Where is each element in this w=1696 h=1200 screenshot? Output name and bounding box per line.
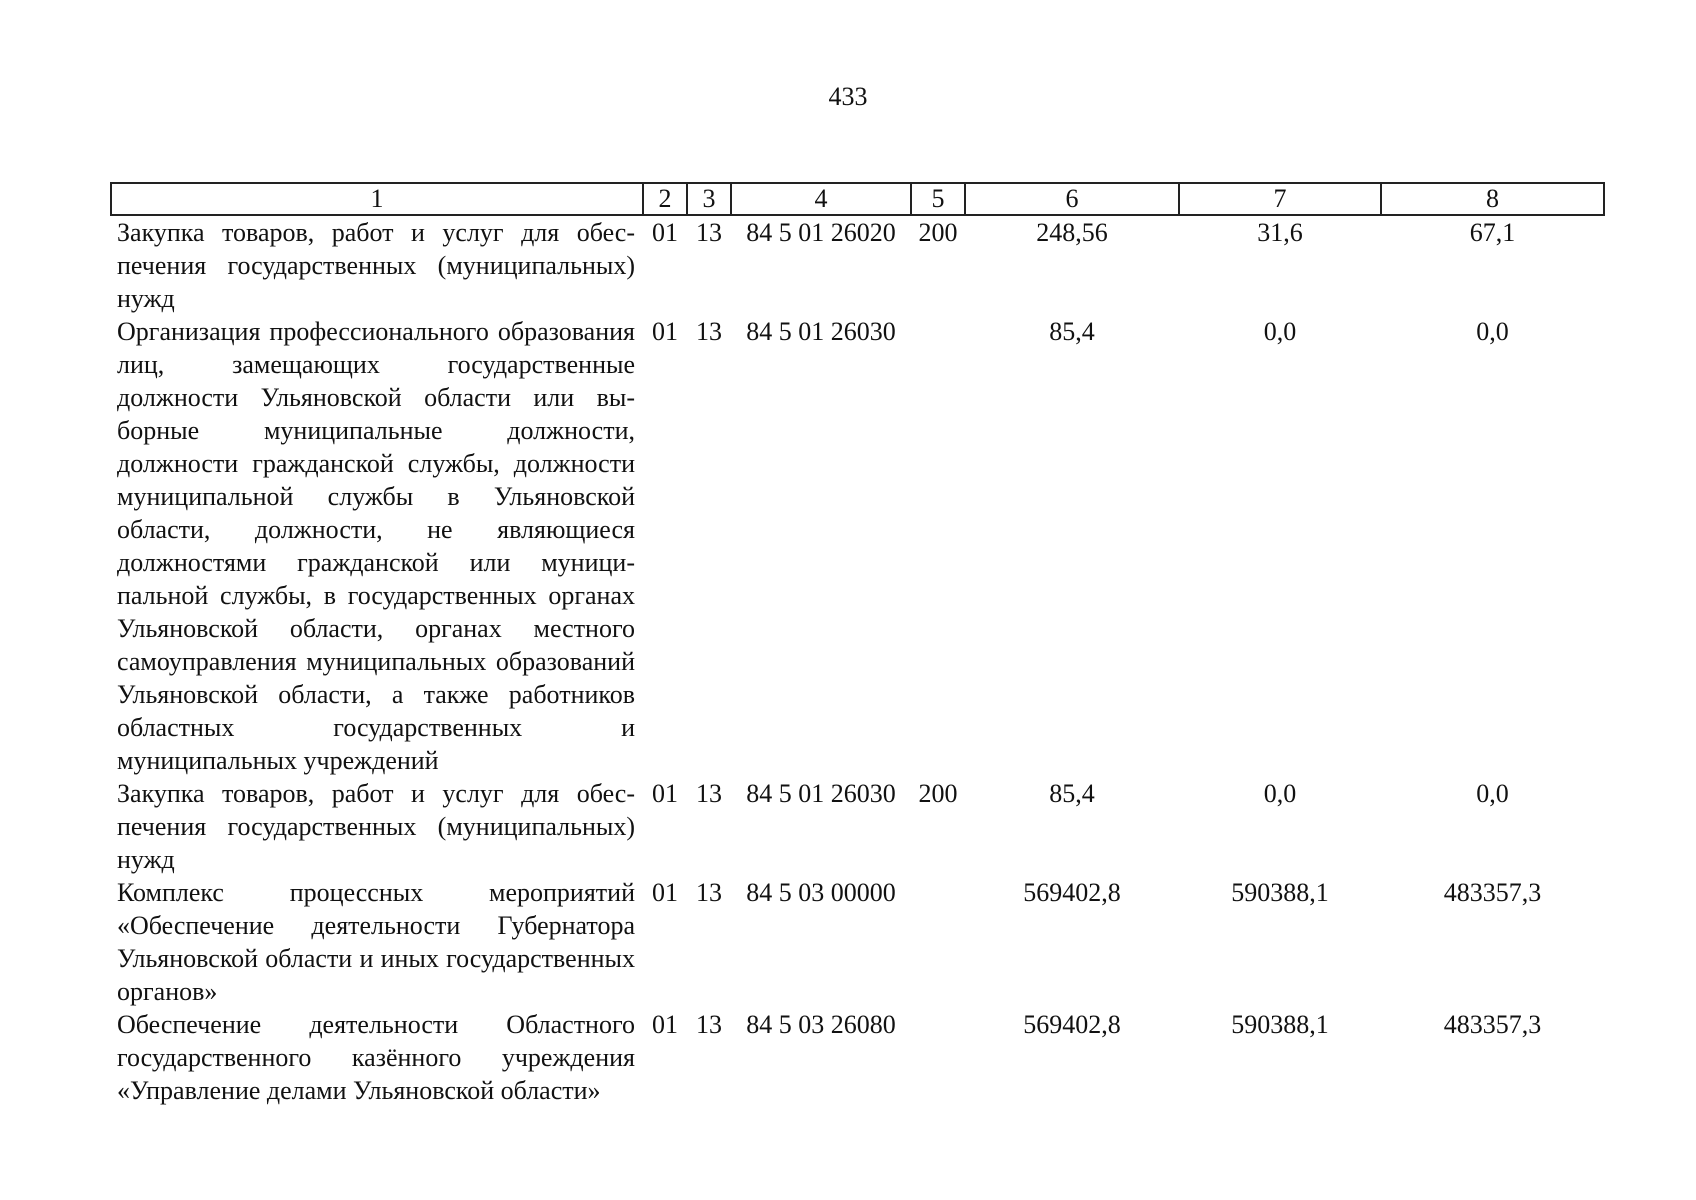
row-target-code: 84 5 03 26080 — [746, 1010, 896, 1039]
page-number: 433 — [828, 82, 868, 111]
row-value-7: 590388,1 — [1231, 1010, 1329, 1039]
column-header: 8 — [1381, 183, 1604, 215]
row-section: 01 — [652, 878, 678, 907]
row-subsection: 13 — [696, 878, 722, 907]
row-value-8: 0,0 — [1476, 317, 1509, 346]
row-name: Организация профессионального образования лиц, замещающих государственные должности Ульяновской области или выборные муниципальные должности, должности гражданской службы, должности муниципальной службы в Ульяновской области, должности, не являющиеся должностями гражданской или муниципальной службы, в государственных органах Ульяновской области, органах местного самоуправления муниципальных образований Ульяновской области, а также работников областных государственных и муниципальных учреждений — [117, 317, 635, 775]
row-value-6: 569402,8 — [1023, 878, 1121, 907]
row-name: Закупка товаров, работ и услуг для обеспечения государственных (муниципальных) нужд — [117, 779, 635, 874]
row-expense-type — [911, 1008, 965, 1107]
row-value-8: 483357,3 — [1443, 878, 1542, 907]
row-subsection: 13 — [696, 779, 722, 808]
row-expense-type: 200 — [918, 779, 958, 808]
column-header: 5 — [911, 183, 965, 215]
row-section: 01 — [652, 218, 678, 247]
row-value-6: 248,56 — [1036, 218, 1108, 247]
row-target-code: 84 5 03 00000 — [746, 878, 896, 907]
row-value-8: 67,1 — [1469, 218, 1516, 247]
row-section: 01 — [652, 317, 678, 346]
row-value-7: 0,0 — [1263, 779, 1297, 808]
table-row — [111, 215, 1604, 315]
row-value-7: 590388,1 — [1231, 878, 1329, 907]
row-subsection: 13 — [696, 218, 722, 247]
row-value-6: 85,4 — [1049, 317, 1095, 346]
row-value-8: 483357,3 — [1443, 1010, 1542, 1039]
row-expense-type: 200 — [918, 218, 958, 247]
row-expense-type — [911, 876, 965, 1008]
row-section: 01 — [652, 779, 678, 808]
table-row — [111, 1008, 1604, 1107]
row-value-7: 0,0 — [1263, 317, 1297, 346]
row-section: 01 — [652, 1010, 678, 1039]
table-row — [111, 876, 1604, 1008]
row-target-code: 84 5 01 26030 — [746, 779, 896, 808]
column-header: 2 — [643, 183, 687, 215]
row-value-6: 569402,8 — [1023, 1010, 1121, 1039]
budget-table — [110, 182, 1605, 1107]
column-header: 7 — [1179, 183, 1381, 215]
table-row — [111, 315, 1604, 777]
row-target-code: 84 5 01 26030 — [746, 317, 896, 346]
column-header: 3 — [687, 183, 731, 215]
column-header: 6 — [965, 183, 1179, 215]
table-header-row — [111, 183, 1604, 215]
column-header: 1 — [111, 183, 643, 215]
row-subsection: 13 — [696, 317, 722, 346]
row-value-6: 85,4 — [1049, 779, 1095, 808]
row-expense-type — [911, 315, 965, 777]
row-value-8: 0,0 — [1476, 779, 1509, 808]
row-subsection: 13 — [696, 1010, 722, 1039]
row-target-code: 84 5 01 26020 — [746, 218, 896, 247]
table-row — [111, 777, 1604, 876]
row-name: Комплекс процессных мероприятий «Обеспечение деятельности Губернатора Ульяновской области и иных государственных органов» — [117, 878, 635, 1006]
row-value-7: 31,6 — [1257, 218, 1303, 247]
row-name: Закупка товаров, работ и услуг для обеспечения государственных (муниципальных) нужд — [117, 218, 635, 313]
row-name: Обеспечение деятельности Областного государственного казённого учреждения «Управление делами Ульяновской области» — [117, 1010, 635, 1105]
column-header: 4 — [731, 183, 911, 215]
